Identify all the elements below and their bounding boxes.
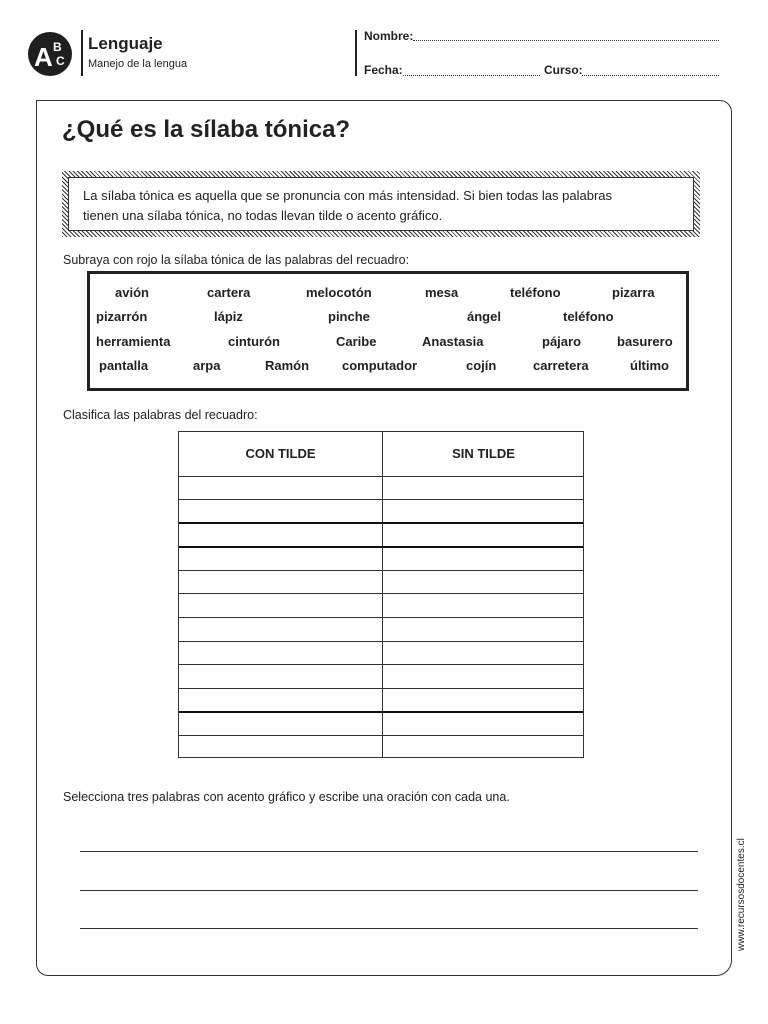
word[interactable]: pizarra: [612, 285, 655, 300]
word[interactable]: teléfono: [510, 285, 561, 300]
date-field[interactable]: [403, 75, 540, 76]
svg-text:A: A: [34, 42, 53, 72]
table-column-divider: [382, 432, 383, 757]
underline-instruction: Subraya con rojo la sílaba tónica de las palabras del recuadro:: [63, 253, 410, 267]
date-label: Fecha:: [364, 63, 403, 77]
sentences-instruction: Selecciona tres palabras con acento gráfico y escribe una oración con cada una.: [63, 790, 510, 804]
svg-text:B: B: [53, 40, 62, 54]
word[interactable]: pizarrón: [96, 309, 148, 324]
word[interactable]: pájaro: [542, 334, 582, 349]
table-row-line: [179, 499, 583, 500]
table-row-line: [179, 735, 583, 736]
definition-line: tienen una sílaba tónica, no todas llevan tilde o acento gráfico.: [83, 208, 443, 223]
word-box: [87, 271, 689, 391]
word[interactable]: arpa: [193, 358, 221, 373]
table-row-line: [179, 593, 583, 594]
name-label: Nombre:: [364, 29, 414, 43]
table-row-line: [179, 522, 583, 524]
definition-box: [62, 171, 700, 237]
word[interactable]: cinturón: [228, 334, 280, 349]
header-divider: [81, 30, 83, 76]
word[interactable]: avión: [115, 285, 149, 300]
table-row-line: [179, 664, 583, 665]
classify-table: [178, 431, 584, 758]
name-field[interactable]: [413, 40, 719, 41]
word[interactable]: último: [630, 358, 669, 373]
table-row-line: [179, 711, 583, 713]
classify-instruction: Clasifica las palabras del recuadro:: [63, 408, 258, 422]
subject-subtitle: Manejo de la lengua: [88, 58, 188, 70]
word[interactable]: computador: [342, 358, 418, 373]
word[interactable]: lápiz: [214, 309, 243, 324]
form-divider: [355, 30, 357, 76]
word[interactable]: Ramón: [265, 358, 310, 373]
word[interactable]: herramienta: [96, 334, 171, 349]
word[interactable]: basurero: [617, 334, 673, 349]
definition-text: [83, 186, 683, 226]
writing-line[interactable]: [80, 851, 698, 852]
word[interactable]: melocotón: [306, 285, 372, 300]
word[interactable]: Caribe: [336, 334, 377, 349]
table-row-line: [179, 546, 583, 548]
table-row-line: [179, 617, 583, 618]
course-field[interactable]: [582, 75, 719, 76]
word[interactable]: cartera: [207, 285, 251, 300]
table-row-line: [179, 688, 583, 689]
word[interactable]: cojín: [466, 358, 497, 373]
table-row-line: [179, 570, 583, 571]
table-row-line: [179, 641, 583, 642]
writing-line[interactable]: [80, 928, 698, 929]
word[interactable]: pantalla: [99, 358, 149, 373]
word[interactable]: teléfono: [563, 309, 614, 324]
writing-line[interactable]: [80, 890, 698, 891]
word[interactable]: pinche: [328, 309, 370, 324]
table-row-line: [179, 476, 583, 477]
word[interactable]: mesa: [425, 285, 459, 300]
subject-title: Lenguaje: [88, 34, 163, 53]
word[interactable]: ángel: [467, 309, 501, 324]
worksheet-title: ¿Qué es la sílaba tónica?: [62, 116, 351, 143]
word[interactable]: carretera: [533, 358, 589, 373]
column-header-con-tilde: CON TILDE: [245, 446, 316, 461]
column-header-sin-tilde: SIN TILDE: [452, 446, 515, 461]
course-label: Curso:: [544, 63, 583, 77]
abc-logo: [27, 31, 73, 77]
definition-line: La sílaba tónica es aquella que se pronuncia con más intensidad. Si bien todas las palabras: [83, 188, 613, 203]
word[interactable]: Anastasia: [422, 334, 484, 349]
svg-text:C: C: [56, 54, 65, 68]
website-credit: www.recursosdocentes.cl: [736, 838, 747, 951]
